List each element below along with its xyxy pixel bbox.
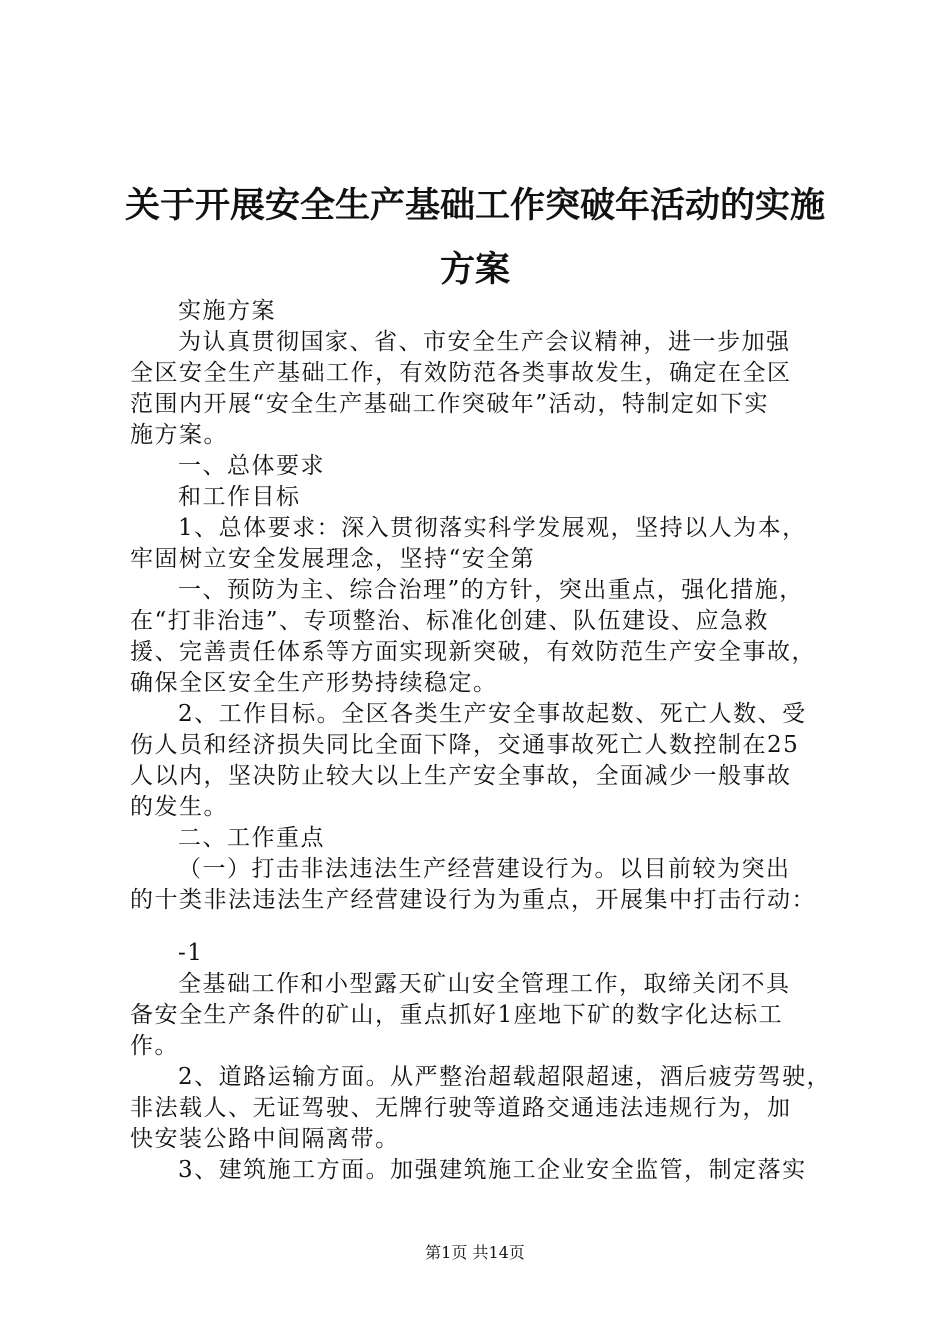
document-title-line-1: 关于开展安全生产基础工作突破年活动的实施 (124, 186, 825, 226)
paragraph-line: 为认真贯彻国家、省、市安全生产会议精神，进一步加强 (178, 329, 791, 355)
section-heading: 二、工作重点 (178, 825, 325, 851)
section-heading: 和工作目标 (178, 484, 301, 510)
document-body-top (130, 296, 845, 916)
paragraph-line: 伤人员和经济损失同比全面下降，交通事故死亡人数控制在25 (130, 732, 800, 758)
paragraph-line: 范围内开展“安全生产基础工作突破年”活动，特制定如下实 (130, 391, 770, 417)
paragraph-line: 确保全区安全生产形势持续稳定。 (130, 670, 498, 696)
paragraph-line: 备安全生产条件的矿山，重点抓好1座地下矿的数字化达标工 (130, 1002, 784, 1028)
paragraph-line: 快安装公路中间隔离带。 (130, 1126, 400, 1152)
paragraph-line: 作。 (130, 1033, 179, 1059)
paragraph-line: 的发生。 (130, 794, 228, 820)
paragraph-line: 2、工作目标。全区各类生产安全事故起数、死亡人数、受 (178, 701, 807, 727)
paragraph-line: 援、完善责任体系等方面实现新突破，有效防范生产安全事故， (130, 639, 816, 665)
paragraph-line: 3、建筑施工方面。加强建筑施工企业安全监管，制定落实 (178, 1157, 807, 1183)
page-number-footer: 第1页 共14页 (425, 1243, 525, 1262)
paragraph-line: 非法载人、无证驾驶、无牌行驶等道路交通违法违规行为，加 (130, 1095, 792, 1121)
paragraph-line: 施方案。 (130, 422, 228, 448)
list-marker: -1 (178, 940, 204, 966)
paragraph-line: 实施方案 (178, 298, 276, 324)
paragraph-line: 的十类非法违法生产经营建设行为为重点，开展集中打击行动： (130, 887, 816, 913)
paragraph-line: 全基础工作和小型露天矿山安全管理工作，取缔关闭不具 (178, 971, 791, 997)
paragraph-line: 人以内，坚决防止较大以上生产安全事故，全面减少一般事故 (130, 763, 792, 789)
paragraph-line: 1、总体要求：深入贯彻落实科学发展观，坚持以人为本， (178, 515, 807, 541)
paragraph-line: 在“打非治违”、专项整治、标准化创建、队伍建设、应急救 (130, 608, 770, 634)
document-title-line-2: 方案 (439, 250, 510, 290)
document-body-bottom (130, 938, 845, 1186)
paragraph-line: 2、道路运输方面。从严整治超载超限超速，酒后疲劳驾驶， (178, 1064, 832, 1090)
paragraph-line: 全区安全生产基础工作，有效防范各类事故发生，确定在全区 (130, 360, 792, 386)
section-heading: 一、总体要求 (178, 453, 325, 479)
paragraph-line: 一、预防为主、综合治理”的方针，突出重点，强化措施， (178, 577, 804, 603)
paragraph-line: 牢固树立安全发展理念，坚持“安全第 (130, 546, 536, 572)
paragraph-line: （一）打击非法违法生产经营建设行为。以目前较为突出 (178, 856, 791, 882)
